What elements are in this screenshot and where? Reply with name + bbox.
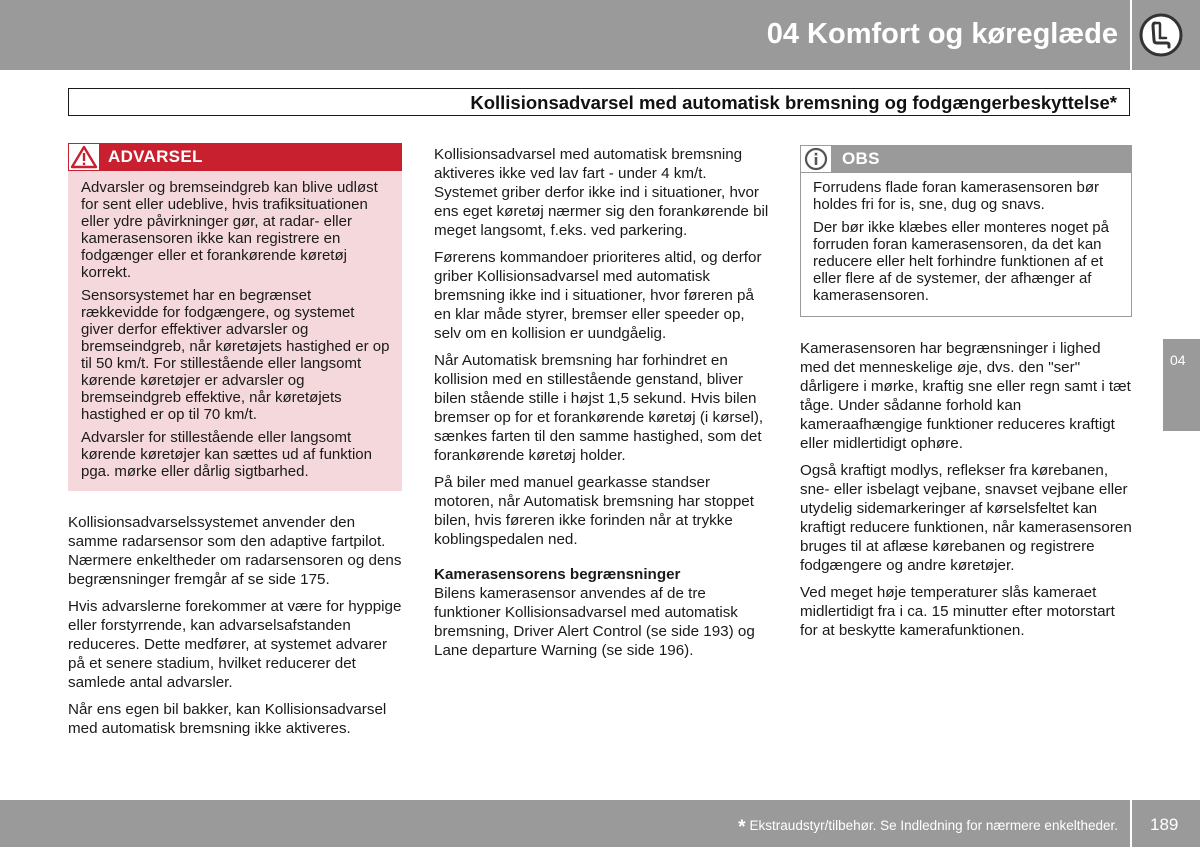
body-paragraph: Ved meget høje temperaturer slås kameraet midlertidigt fra i ca. 15 minutter efter motorstart for at beskytte kamerafunktionen. bbox=[800, 584, 1115, 639]
column-1-text bbox=[68, 513, 402, 738]
note-icon-frame bbox=[800, 145, 832, 173]
warning-icon-frame bbox=[68, 143, 100, 171]
column-1 bbox=[68, 143, 402, 746]
note-paragraph: Forrudens flade foran kamerasensoren bør holdes fri for is, sne, dug og snavs. bbox=[813, 179, 1099, 213]
note-header bbox=[800, 145, 1132, 173]
body-paragraph: Kollisionsadvarsel med automatisk bremsning aktiveres ikke ved lav fart - under 4 km/t. Systemet griber derfor ikke ind i situationer, hvor ens eget køretøj nærmer sig den forankørende bil meget langsomt, f.eks. ved parkering. bbox=[434, 146, 769, 239]
note-body bbox=[800, 173, 1132, 317]
column-2 bbox=[434, 145, 772, 668]
warning-paragraph: Sensorsystemet har en begrænset rækkevidde for fodgængere, og systemet giver derfor effektiver advarsler og bremseindgreb, når køretøjets hastighed er op til 50 km/t. For stillestående eller langsomt kørende køretøjer er advarsler og bremseindgreb effektive, når køretøjets hastighed er op til 70 km/t. bbox=[81, 287, 390, 423]
seat-icon bbox=[1138, 12, 1184, 58]
body-paragraph: På biler med manuel gearkasse standser motoren, når Automatisk bremsning har stoppet bilen, hvis føreren ikke forinden når at trykke koblingspedalen ned. bbox=[434, 474, 754, 548]
body-paragraph: Hvis advarslerne forekommer at være for hyppige eller forstyrrende, kan advarselsafstanden reduceres. Dette medfører, at systemet advarer på et senere stadium, hvilket reducerer det samlede antal advarsler. bbox=[68, 598, 402, 691]
section-title: Kollisionsadvarsel med automatisk bremsning og fodgængerbeskyttelse* bbox=[470, 92, 1117, 113]
page-number: 189 bbox=[1150, 815, 1179, 834]
body-paragraph: Også kraftigt modlys, reflekser fra kørebanen, sne- eller isbelagt vejbane, snavset vejbane eller utydelig sidemarkeringer af kørselsfeltet kan kraftigt reducere funktionen, når kamerasensoren bruges til at aflæse kørebanen og registrere fodgængere og andre køretøjer. bbox=[800, 462, 1132, 574]
section-title-box bbox=[68, 88, 1130, 116]
body-paragraph: Førerens kommandoer prioriteres altid, og derfor griber Kollisionsadvarsel med automatisk bremsning ikke ind i situationer, hvor føreren på en klar måde styrer, bremser eller speeder op, selv om en kollision er uundgåelig. bbox=[434, 249, 762, 342]
chapter-title: 04 Komfort og køreglæde bbox=[766, 18, 1118, 50]
header-bar bbox=[0, 0, 1130, 70]
footer-note-text: Ekstraudstyr/tilbehør. Se Indledning for nærmere enkeltheder. bbox=[749, 818, 1118, 833]
warning-triangle-icon bbox=[69, 144, 99, 170]
note-label: OBS bbox=[842, 149, 880, 168]
body-paragraph: Bilens kamerasensor anvendes af de tre funktioner Kollisionsadvarsel med automatisk bremsning, Driver Alert Control (se side 193) og Lane departure Warning (se side 196). bbox=[434, 585, 755, 659]
note-paragraph: Der bør ikke klæbes eller monteres noget på forruden foran kamerasensoren, da det kan reducere eller helt forhindre funktionen af et eller flere af de systemer, der afhænger af kamerasensoren. bbox=[813, 219, 1109, 304]
column-3-text bbox=[800, 339, 1132, 640]
info-icon bbox=[801, 146, 831, 172]
subheading: Kamerasensorens begrænsninger bbox=[434, 566, 681, 583]
warning-label: ADVARSEL bbox=[108, 147, 203, 166]
side-tab-label: 04 bbox=[1170, 352, 1186, 368]
footer-note bbox=[738, 817, 1118, 839]
body-paragraph: Når ens egen bil bakker, kan Kollisionsadvarsel med automatisk bremsning ikke aktiveres. bbox=[68, 701, 387, 737]
warning-paragraph: Advarsler for stillestående eller langsomt kørende køretøjer kan sættes ud af funktion pga. mørke eller dårlig sigtbarhed. bbox=[81, 429, 372, 480]
body-paragraph: Kollisionsadvarselssystemet anvender den samme radarsensor som den adaptive fartpilot. Nærmere enkeltheder om radarsensoren og dens begrænsninger fremgår af se side 175. bbox=[68, 514, 402, 588]
warning-box bbox=[68, 143, 402, 491]
column-3 bbox=[800, 145, 1132, 648]
body-paragraph: Kamerasensoren har begrænsninger i lighed med det menneskelige øje, dvs. den "ser" dårligere i mørke, kraftig sne eller regn samt i tæt tåge. Under sådanne forhold kan kameraafhængige funktioner reduceres kraftigt eller midlertidigt ophøre. bbox=[800, 340, 1131, 452]
footer-star: * bbox=[738, 817, 746, 838]
body-paragraph: Når Automatisk bremsning har forhindret en kollision med en stillestående genstand, bliver bilen stående stille i højst 1,5 sekund. Hvis bilen bremser op for et forankørende køretøj (i kørsel), sænkes farten til den samme hastighed, som det forankørende køretøj holder. bbox=[434, 352, 764, 464]
note-box bbox=[800, 145, 1132, 317]
warning-header bbox=[68, 143, 402, 171]
warning-paragraph: Advarsler og bremseindgreb kan blive udløst for sent eller udeblive, hvis trafiksituationen eller ydre påvirkninger gør, at radar- eller kamerasensoren ikke kan registrere en fodgænger eller et forankørende køretøj korrekt. bbox=[81, 179, 378, 281]
warning-body bbox=[68, 171, 402, 491]
footer-bar bbox=[0, 800, 1130, 847]
